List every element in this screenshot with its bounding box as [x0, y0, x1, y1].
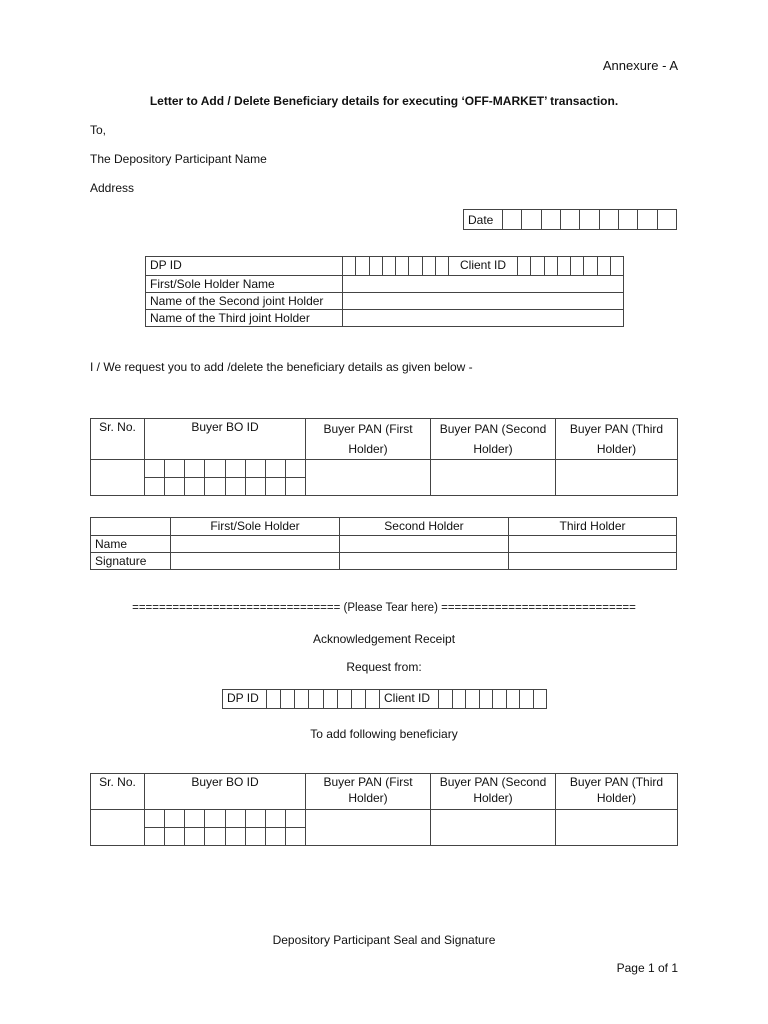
ack-buyer-pan-second-field[interactable]	[431, 810, 556, 846]
buyer-pan-first-header: Buyer PAN (First Holder)	[306, 419, 431, 460]
third-holder-field[interactable]	[343, 310, 624, 327]
buyer-pan-third-field[interactable]	[556, 460, 678, 496]
to-line: To,	[90, 123, 107, 137]
date-label: Date	[464, 210, 503, 230]
dp-id-label: DP ID	[146, 257, 343, 276]
first-holder-label: First/Sole Holder Name	[146, 276, 343, 293]
ack-sr-no-header: Sr. No.	[91, 774, 145, 810]
buyer-pan-third-header: Buyer PAN (Third Holder)	[556, 419, 678, 460]
ack-buyer-pan-third-header: Buyer PAN (Third Holder)	[556, 774, 678, 810]
signature-row-label: Signature	[91, 553, 171, 570]
client-id-boxes[interactable]	[518, 257, 624, 276]
third-holder-name-field[interactable]	[509, 536, 677, 553]
buyer-bo-id-boxes[interactable]	[145, 460, 306, 496]
buyer-bo-id-header: Buyer BO ID	[145, 419, 306, 460]
buyer-pan-second-header: Buyer PAN (Second Holder)	[431, 419, 556, 460]
first-holder-name-field[interactable]	[171, 536, 340, 553]
ack-id-table	[222, 689, 547, 709]
request-from: Request from:	[346, 660, 422, 674]
annexure-label: Annexure - A	[602, 58, 678, 73]
third-holder-col: Third Holder	[509, 518, 677, 536]
document-title: Letter to Add / Delete Beneficiary details for executing ‘OFF-MARKET’ transaction.	[149, 94, 619, 108]
ack-dp-id-boxes[interactable]	[267, 690, 380, 709]
ack-client-id-boxes[interactable]	[439, 690, 547, 709]
ack-buyer-pan-third-field[interactable]	[556, 810, 678, 846]
request-line: I / We request you to add /delete the beneficiary details as given below -	[90, 360, 473, 374]
ack-client-id-label: Client ID	[380, 690, 439, 709]
address-line: Address	[90, 181, 135, 195]
buyer-pan-first-field[interactable]	[306, 460, 431, 496]
third-holder-signature-field[interactable]	[509, 553, 677, 570]
dp-id-boxes[interactable]	[343, 257, 449, 276]
second-holder-label: Name of the Second joint Holder	[146, 293, 343, 310]
ack-dp-id-label: DP ID	[223, 690, 267, 709]
ack-sr-no-field[interactable]	[91, 810, 145, 846]
dp-name-line: The Depository Participant Name	[90, 152, 267, 166]
ack-title: Acknowledgement Receipt	[312, 632, 456, 646]
seal-signature-line: Depository Participant Seal and Signature	[272, 933, 496, 947]
ack-beneficiary-table	[90, 773, 678, 846]
sig-corner-cell	[91, 518, 171, 536]
first-holder-signature-field[interactable]	[171, 553, 340, 570]
date-boxes[interactable]	[503, 210, 677, 230]
second-holder-signature-field[interactable]	[340, 553, 509, 570]
second-holder-field[interactable]	[343, 293, 624, 310]
page-number: Page 1 of 1	[616, 961, 678, 975]
second-holder-col: Second Holder	[340, 518, 509, 536]
ack-buyer-bo-id-header: Buyer BO ID	[145, 774, 306, 810]
holder-details-table	[145, 256, 624, 327]
to-add-line: To add following beneficiary	[310, 727, 458, 741]
sr-no-header: Sr. No.	[91, 419, 145, 460]
buyer-pan-second-field[interactable]	[431, 460, 556, 496]
first-holder-field[interactable]	[343, 276, 624, 293]
sr-no-field[interactable]	[91, 460, 145, 496]
signature-table	[90, 517, 677, 570]
ack-buyer-pan-second-header: Buyer PAN (Second Holder)	[431, 774, 556, 810]
second-holder-name-field[interactable]	[340, 536, 509, 553]
third-holder-label: Name of the Third joint Holder	[146, 310, 343, 327]
ack-buyer-bo-id-boxes[interactable]	[145, 810, 306, 846]
beneficiary-table	[90, 418, 678, 496]
ack-buyer-pan-first-header: Buyer PAN (First Holder)	[306, 774, 431, 810]
ack-buyer-pan-first-field[interactable]	[306, 810, 431, 846]
tear-line: =============================== (Please Tear here) =============================	[132, 602, 636, 614]
date-table	[463, 209, 677, 230]
first-holder-col: First/Sole Holder	[171, 518, 340, 536]
name-row-label: Name	[91, 536, 171, 553]
client-id-label: Client ID	[449, 257, 518, 276]
